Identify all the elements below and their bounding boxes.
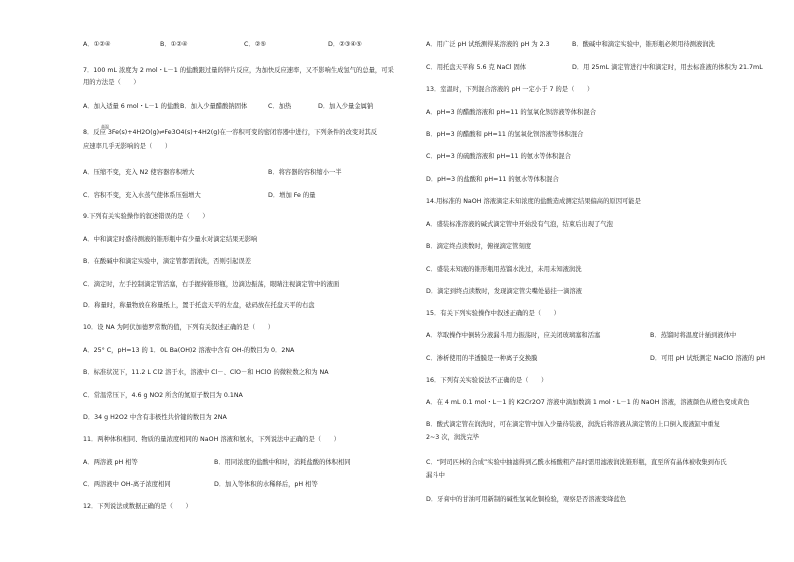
q12-option-d: D．用 25mL 滴定管进行中和滴定时，用去标准液的体积为 21.7mL [572, 64, 763, 71]
q13-option-b: B．pH=3 的醋酸和 pH=11 的氢氧化钡溶液等体积混合 [426, 131, 584, 138]
q11-option-d: D．加入等体积的水稀释后，pH 相等 [214, 481, 318, 488]
q12-option-c: C．用托盘天平称 5.6 克 NaCl 固体 [426, 64, 527, 71]
q14-stem: 14.用标准的 NaOH 溶液滴定未知浓度的盐酸造成测定结果偏高的原因可能是 [426, 198, 641, 205]
q10-option-a: A．25° C，pH=13 的 1．0L Ba(OH)2 溶液中含有 OH-的数目为 0．2NA [83, 347, 295, 354]
q8-arrow-label: 高温 [101, 124, 109, 129]
q12-stem: 12．下列说法或数据正确的是（ ） [83, 503, 192, 510]
q8-option-d: D．增加 Fe 的量 [268, 192, 316, 199]
q15-option-b: B．蒸馏时将温度计插到液体中 [650, 332, 737, 339]
option-a: A．①②④ [83, 41, 111, 48]
q7-option-d: D．加入少量金属钠 [318, 103, 374, 110]
q7-option-b: B．加入少量醋酸钠固体 [180, 103, 248, 110]
q15-option-c: C．渗析使用的半透膜是一种离子交换膜 [426, 355, 538, 362]
q15-stem: 15．有关下列实验操作中叙述正确的是（ ） [426, 310, 560, 317]
q16-option-c-line1: C．“阿司匹林的合成”实验中抽滤得到乙酰水杨酸粗产品时需用滤液润洗锥形瓶，直至所有晶体被收集到布氏 [426, 459, 727, 466]
option-d: D．②③④⑤ [328, 41, 362, 48]
q9-option-d: D．称量时，称量物放在称量纸上，置于托盘天平的左盘，砝码放在托盘天平的右盘 [83, 302, 315, 309]
q16-option-a: A．在 4 mL 0.1 mol・L－1 的 K2Cr2O7 溶液中滴加数滴 1 mol・L－1 的 NaOH 溶液，溶液颜色从橙色变成黄色 [426, 399, 750, 406]
q7-stem-line2: 用的方法是（ ） [83, 79, 140, 86]
q16-option-c-line2: 漏斗中 [426, 472, 445, 479]
q11-option-c: C．两溶液中 OH-离子浓度相同 [83, 481, 171, 488]
q11-stem: 11．两种体积相同、物质的量浓度相同的 NaOH 溶液和氨水，下列说法中正确的是（ ） [83, 436, 340, 443]
q8-stem-line1: 8．反应 3Fe(s)+4H2O(g)⇌Fe3O4(s)+4H2(g)在一容积可变的密闭容器中进行，下列条件的改变对其反 [83, 129, 378, 136]
q14-option-c: C．盛装未知液的锥形瓶用蒸馏水洗过，未用未知液润洗 [426, 266, 582, 273]
q12-option-a: A．用广泛 pH 试纸测得某溶液的 pH 为 2.3 [426, 41, 550, 48]
q7-option-a: A．加入适量 6 mol・L－1 的盐酸 [83, 103, 180, 110]
q8-option-c: C．容积不变，充入水蒸气使体系压强增大 [83, 192, 201, 199]
q13-stem: 13．室温时，下列混合溶液的 pH 一定小于 7 的是（ ） [426, 86, 594, 93]
option-c: C．②⑤ [244, 41, 266, 48]
q15-option-a: A．萃取操作中倒转分液漏斗用力振荡时，应关闭玻璃塞和活塞 [426, 332, 601, 339]
q10-stem: 10．设 NA 为阿伏加德罗常数的值，下列有关叙述正确的是（ ） [83, 324, 275, 331]
q13-option-c: C．pH=3 的硫酸溶液和 pH=11 的氨水等体积混合 [426, 153, 571, 160]
q16-option-b-line1: B．酸式滴定管在润洗时，可在滴定管中加入少量待装液，润洗后将溶液从滴定管的上口倒入废液缸中重复 [426, 421, 720, 428]
q9-option-a: A．中和滴定时盛待测液的锥形瓶中有少量水对滴定结果无影响 [83, 236, 258, 243]
q11-option-b: B．用同浓度的盐酸中和时，消耗盐酸的体积相同 [214, 459, 351, 466]
q10-option-d: D．34 g H2O2 中含有非极性共价键的数目为 2NA [83, 414, 227, 421]
q10-option-c: C．常温常压下，4.6 g NO2 所含的氮原子数目为 0.1NA [83, 392, 243, 399]
q14-option-a: A．盛装标准溶液的碱式滴定管中开始没有气泡，结束后出现了气泡 [426, 221, 613, 228]
q10-option-b: B．标准状况下，11.2 L Cl2 溶于水，溶液中 Cl－、ClO－和 HClO 的微粒数之和为 NA [83, 369, 329, 376]
q14-option-b: B．滴定终点读数时，俯视滴定管刻度 [426, 243, 532, 250]
q9-option-c: C．滴定时，左手控制滴定管活塞，右手握持锥形瓶，边滴边振荡，眼睛注视滴定管中的液面 [83, 281, 340, 288]
q8-option-a: A．压缩不变，充入 N2 使容器容积增大 [83, 169, 195, 176]
q9-option-b: B．在酸碱中和滴定实验中，滴定管都需润洗，否则引起误差 [83, 258, 252, 265]
option-b: B．①②④ [160, 41, 188, 48]
q16-option-d: D．牙膏中的甘油可用新制的碱性氢氧化铜检验，观察是否溶液变绛蓝色 [426, 496, 627, 503]
q16-option-b-line2: 2~3 次，润洗完毕 [426, 434, 480, 441]
q9-stem: 9.下列有关实验操作的叙述错误的是（ ） [83, 213, 209, 220]
q8-option-b: B．将容器的容积缩小一半 [268, 169, 342, 176]
q8-stem-line2: 应速率几乎无影响的是（ ） [83, 143, 172, 150]
q13-option-d: D．pH=3 的盐酸和 pH=11 的氨水等体积混合 [426, 176, 559, 183]
q11-option-a: A．两溶液 pH 相等 [83, 459, 138, 466]
q7-option-c: C．加热 [268, 103, 292, 110]
q14-option-d: D．滴定到终点读数时，发现滴定管尖嘴处悬挂一滴溶液 [426, 288, 582, 295]
q15-option-d: D．可用 pH 试纸测定 NaClO 溶液的 pH [650, 355, 765, 362]
q13-option-a: A．pH=3 的醋酸溶液和 pH=11 的氢氧化钡溶液等体积混合 [426, 109, 596, 116]
q16-stem: 16．下列有关实验说法不正确的是（ ） [426, 377, 548, 384]
q7-stem-line1: 7．100 mL 浓度为 2 mol・L－1 的盐酸跟过量的锌片反应，为加快反应速率，又不影响生成氢气的总量，可采 [83, 67, 394, 74]
q12-option-b: B．酸碱中和滴定实验中，锥形瓶必须用待测液润洗 [572, 41, 715, 48]
